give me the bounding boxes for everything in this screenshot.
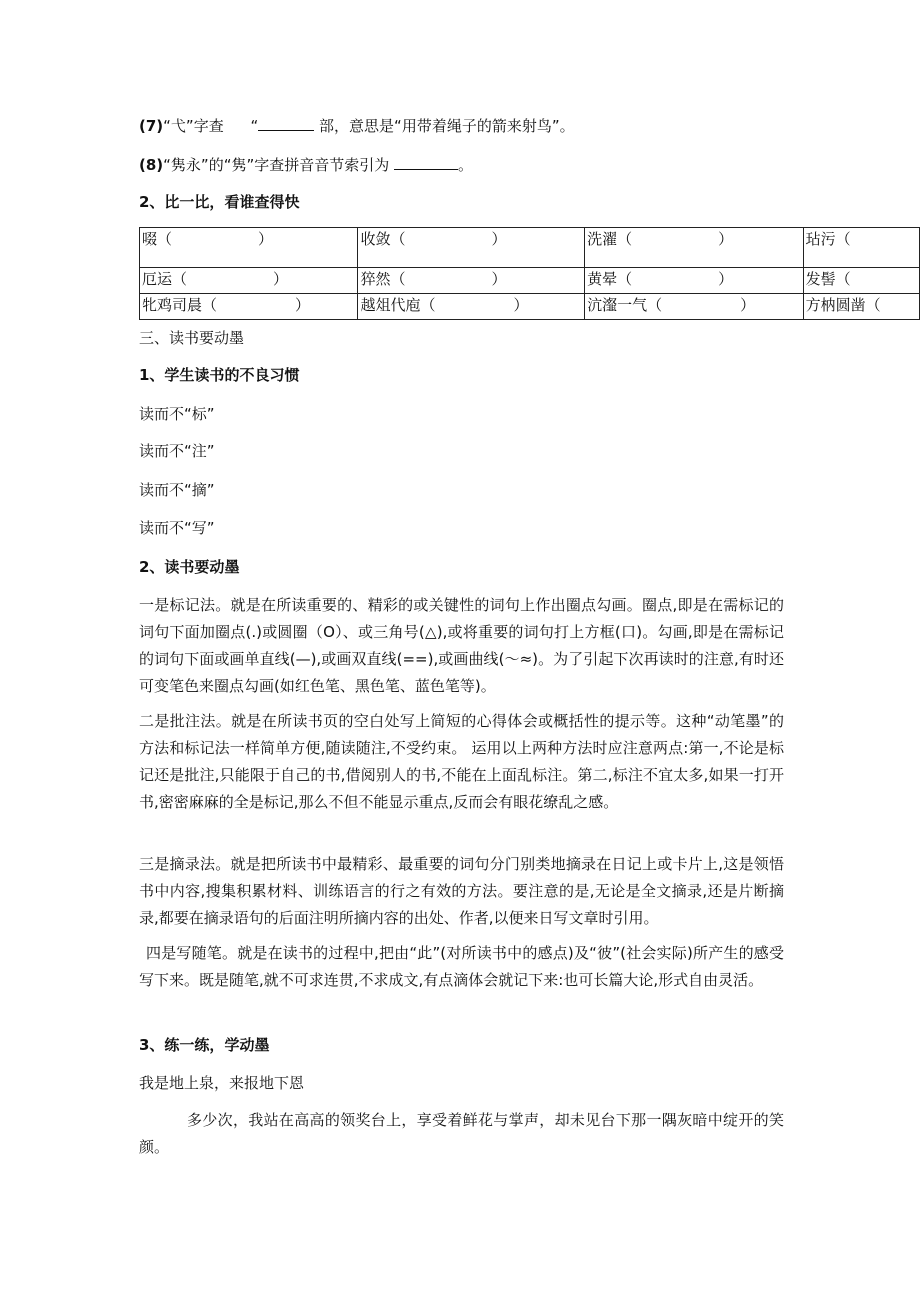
paragraph-annotation-method: 二是批注法。就是在所读书页的空白处写上简短的心得体会或概括性的提示等。这种“动笔墨”的方法和标记法一样简单方便,随读随注,不受约束。 运用以上两种方法时应注意两点:第一,不论是标记还是批注,只能限于自己的书,借阅别人的书,不能在上面乱标注。第二,标注不宜太多,如果一打开书,密密麻麻的全是标记,那么不但不能显示重点,反而会有眼花缭乱之感。 — [139, 712, 784, 811]
table-cell: 厄运（ ） — [140, 268, 358, 294]
table-cell: 黄晕（ ） — [585, 268, 803, 294]
table-cell: 玷污（ — [803, 228, 919, 268]
table-row — [140, 294, 920, 320]
section-3-title: 三、读书要动墨 — [139, 329, 245, 347]
habit-item: 读而不“注” — [139, 442, 215, 460]
word-table — [139, 227, 920, 320]
habit-item: 读而不“写” — [139, 519, 215, 537]
section-2-title: 2、比一比，看谁查得快 — [139, 193, 300, 211]
habit-item: 读而不“摘” — [139, 481, 215, 499]
question-8-blank[interactable] — [394, 155, 458, 170]
table-cell: 洗濯（ ） — [585, 228, 803, 268]
essay-title: 我是地上泉，来报地下恩 — [139, 1074, 305, 1092]
habit-item: 读而不“标” — [139, 405, 215, 423]
paragraph-marking-method: 一是标记法。就是在所读重要的、精彩的或关键性的词句上作出圈点勾画。圈点,即是在需标记的词句下面加圈点(.)或圆圈（O）、或三角号(△),或将重要的词句打上方框(口)。勾画,即是在需标记的词句下面或画单直线(—),或画双直线(==),或画曲线(～≈)。为了引起下次再读时的注意,有时还可变笔色来圈点勾画(如红色笔、黑色笔、蓝色笔等)。 — [139, 596, 784, 695]
question-8-text-a: “隽永”的“隽”字查拼音音节索引为 — [163, 156, 390, 174]
paragraph-essay-method: 四是写随笔。就是在读书的过程中,把由“此”(对所读书中的感点)及“彼”(社会实际)所产生的感受写下来。既是随笔,就不可求连贯,不求成文,有点滴体会就记下来:也可长篇大论,形式自由灵活。 — [139, 944, 784, 989]
question-7-quote: “ — [250, 117, 259, 135]
table-cell: 方枘圆凿（ — [803, 294, 919, 320]
question-7-text-b: 部，意思是“用带着绳子的箭来射鸟”。 — [319, 117, 575, 135]
question-8-number: (8) — [139, 156, 164, 174]
essay-paragraph: 多少次，我站在高高的领奖台上，享受着鲜花与掌声，却未见台下那一隅灰暗中绽开的笑颜。 — [139, 1111, 784, 1156]
paragraph-excerpt-method: 三是摘录法。就是把所读书中最精彩、最重要的词句分门别类地摘录在日记上或卡片上,这是领悟书中内容,搜集积累材料、训练语言的行之有效的方法。要注意的是,无论是全文摘录,还是片断摘录,都要在摘录语句的后面注明所摘内容的出处、作者,以便来日写文章时引用。 — [139, 855, 784, 927]
question-7-blank[interactable] — [258, 116, 314, 131]
subsection-3-title: 3、练一练，学动墨 — [139, 1036, 270, 1054]
table-row — [140, 228, 920, 268]
question-7-text-a: “弋”字查 — [163, 117, 224, 135]
table-cell: 猝然（ ） — [358, 268, 585, 294]
table-cell: 啜（ ） — [140, 228, 358, 268]
question-7 — [139, 116, 575, 136]
question-8 — [139, 155, 473, 175]
subsection-2-title: 2、读书要动墨 — [139, 558, 240, 576]
question-7-number: (7) — [139, 117, 164, 135]
table-cell: 沆瀣一气（ ） — [585, 294, 803, 320]
table-cell: 越俎代庖（ ） — [358, 294, 585, 320]
subsection-1-title: 1、学生读书的不良习惯 — [139, 366, 300, 384]
table-cell: 收敛（ ） — [358, 228, 585, 268]
table-row — [140, 268, 920, 294]
table-cell: 发髻（ — [803, 268, 919, 294]
question-8-text-b: 。 — [458, 156, 474, 174]
table-cell: 牝鸡司晨（ ） — [140, 294, 358, 320]
